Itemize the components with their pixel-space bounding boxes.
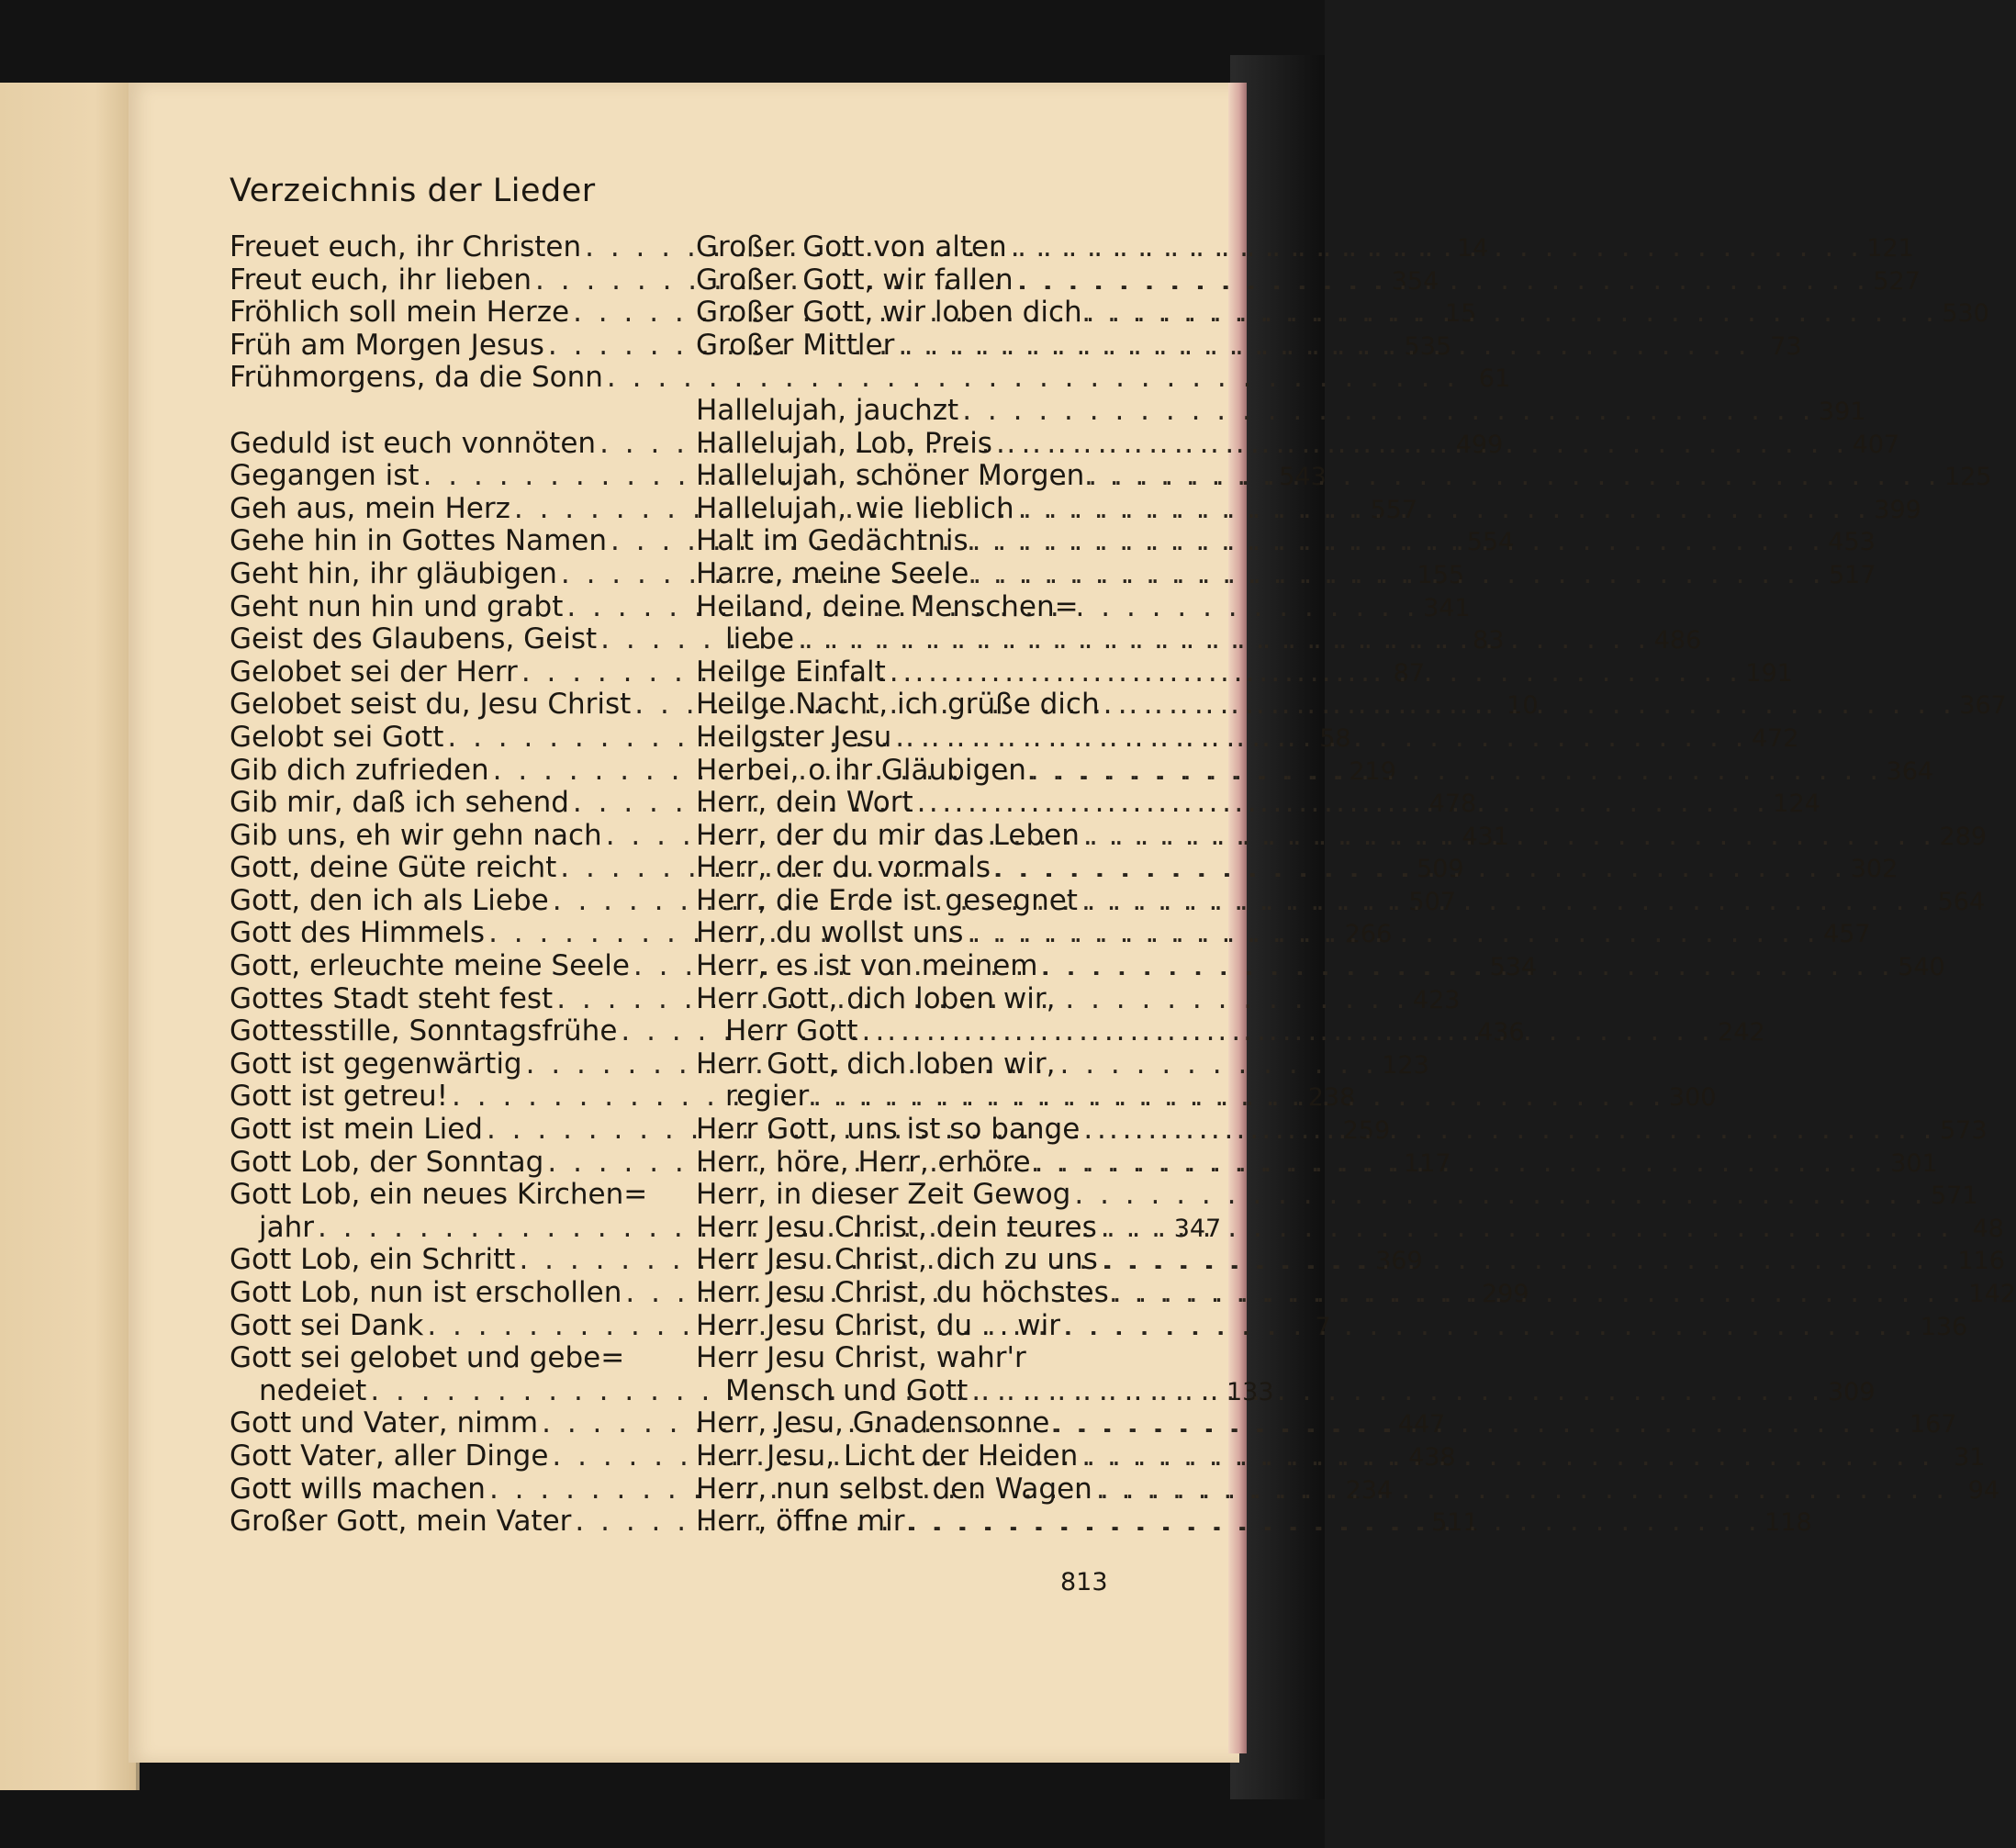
index-entry [696, 1048, 1109, 1081]
index-entry [696, 393, 1866, 428]
song-title: Gegangen ist [230, 459, 420, 493]
song-number: 571 [1931, 1182, 1978, 1211]
song-number: 15 [1444, 299, 1477, 329]
song-number: 453 [1828, 528, 1876, 557]
leader-dots [1031, 1147, 1890, 1180]
song-title: Freuet euch, ihr Christen [230, 230, 582, 263]
song-number: 354 [1391, 266, 1439, 296]
song-title: Halt im Gedächtnis [696, 524, 969, 558]
leader-dots [1014, 264, 1873, 297]
song-title: Gott ist gegenwärtig [230, 1047, 522, 1081]
song-title: Fröhlich soll mein Herze [230, 296, 570, 330]
leader-dots [1109, 1277, 1968, 1310]
song-title: Herr Jesu Christ, du höchstes [696, 1276, 1109, 1309]
song-number: 391 [1818, 397, 1866, 426]
leader-dots [1080, 1114, 1939, 1147]
song-title: Herr, der du mir das Leben [696, 818, 1080, 852]
song-number: 219 [1349, 756, 1396, 786]
song-title: Früh am Morgen Jesus [230, 328, 544, 362]
song-title: Herr Jesu Christ, wahr'r [696, 1341, 1026, 1375]
song-title: Gott des Himmels [230, 916, 486, 950]
song-number: 436 [1477, 1018, 1525, 1047]
song-number: 564 [1937, 887, 1986, 916]
song-number: 289 [1939, 822, 1988, 851]
song-number: 554 [1466, 528, 1515, 557]
song-number: 478 [1428, 790, 1477, 819]
song-title: Gott, den ich als Liebe [230, 883, 549, 917]
song-title: Herr Jesu, Licht der Heiden [696, 1439, 1079, 1473]
song-number: 7 [1315, 1312, 1331, 1341]
song-title: Herr Jesu Christ, dein teures [696, 1210, 1097, 1244]
song-number: 238 [1307, 1083, 1356, 1113]
song-title: Gott Lob, der Sonntag [230, 1145, 544, 1179]
song-number: 191 [1745, 658, 1793, 688]
song-title: liebe [725, 622, 795, 656]
song-number: 83 [1473, 626, 1505, 655]
song-title: Herr Jesu Christ, dich zu uns [696, 1243, 1098, 1277]
leader-dots [969, 525, 1828, 558]
leader-dots [1038, 950, 1898, 983]
song-title: Harre, meine Seele [696, 556, 969, 590]
song-number: 117 [1404, 1148, 1451, 1178]
facing-page-edge [0, 83, 140, 1790]
song-title: Frühmorgens, da die Sonn [230, 361, 603, 395]
index-entry [230, 361, 1511, 395]
index-entry [696, 1308, 1968, 1343]
leader-dots [1078, 885, 1937, 918]
song-title: Herr, Jesu, Gnadensonne [696, 1406, 1050, 1440]
song-title: Herr Gott, uns ist so bange [696, 1113, 1081, 1147]
leader-dots [1098, 1244, 1957, 1277]
song-number: 499 [1455, 430, 1504, 459]
song-number: 73 [1770, 331, 1802, 361]
song-number: 423 [1412, 985, 1461, 1014]
song-number: 48 [1972, 1214, 2004, 1243]
leader-dots [1097, 1212, 1956, 1245]
song-title: Hallelujah, jauchzt [696, 393, 959, 427]
leader-dots [894, 330, 1753, 363]
song-title: jahr [259, 1210, 315, 1244]
song-number: 167 [1909, 1410, 1957, 1439]
leader-dots [968, 1375, 1827, 1408]
index-entry [696, 362, 1109, 395]
index-entry [696, 1342, 1109, 1375]
song-number: 10 [1506, 691, 1539, 721]
song-number: 511 [1431, 1508, 1479, 1538]
song-number: 309 [1827, 1377, 1876, 1406]
index-entry [696, 591, 1109, 624]
song-title: Gott sei gelobet und gebe= [230, 1341, 625, 1375]
leader-dots [1070, 1179, 1930, 1212]
leader-dots [1082, 297, 1942, 330]
song-title: Herr Gott [725, 1014, 858, 1048]
song-title: Herr Gott, dich loben wir, [696, 981, 1056, 1015]
index-entry [230, 1342, 643, 1375]
song-number: 527 [1873, 266, 1921, 296]
song-number: 142 [1968, 1280, 2016, 1308]
song-title: Großer Mittler [696, 328, 895, 362]
song-title: Gott ist mein Lied [230, 1113, 483, 1147]
song-number: 234 [1345, 1475, 1394, 1505]
song-number: 438 [1408, 1442, 1456, 1472]
song-number: 457 [1823, 920, 1871, 949]
song-number: 124 [1773, 790, 1820, 819]
song-number: 517 [1829, 560, 1876, 589]
leader-dots [1084, 460, 1943, 493]
leader-dots [857, 1015, 1717, 1048]
song-number: 136 [1920, 1312, 1968, 1341]
song-number: 540 [1898, 953, 1945, 982]
song-number: 341 [1423, 593, 1471, 622]
song-title: Herr Gott, dich loben wir, [696, 1047, 1056, 1081]
song-title: Herr, dein Wort [696, 786, 913, 820]
song-title: Gott wills machen [230, 1472, 486, 1506]
song-number: 31 [1954, 1442, 1986, 1472]
song-title: Heiland, deine Menschen= [696, 589, 1079, 623]
index-entry [696, 983, 1109, 1016]
song-number: 94 [1967, 1475, 2000, 1505]
song-number: 486 [1653, 626, 1702, 655]
index-entry [696, 1178, 1978, 1212]
leader-dots [886, 656, 1745, 689]
leader-dots [794, 623, 1653, 656]
song-title: Herr, der du vormals [696, 851, 991, 885]
song-title: Herr, du wollst uns [696, 916, 964, 950]
song-number: 242 [1718, 1018, 1765, 1047]
song-number: 61 [1478, 364, 1511, 394]
index-entry [230, 1178, 648, 1212]
song-title: Gelobet seist du, Jesu Christ [230, 688, 632, 722]
song-title: Geist des Glaubens, Geist [230, 622, 598, 656]
song-title: Mensch und Gott [725, 1373, 969, 1407]
song-title: Geduld ist euch vonnöten [230, 426, 597, 460]
song-number: 302 [1850, 855, 1898, 884]
leader-dots [1007, 231, 1866, 264]
index-entry [230, 395, 643, 428]
song-title: Gott und Vater, nimm [230, 1406, 539, 1440]
song-number: 116 [1957, 1247, 2005, 1276]
song-title: Hallelujah, schöner Morgen [696, 459, 1085, 493]
song-title: Gott, deine Güte reicht [230, 851, 557, 885]
song-number: 369 [1375, 1247, 1423, 1276]
song-title: Herr, öffne mir [696, 1505, 905, 1539]
leader-dots [991, 852, 1850, 885]
song-number: 301 [1890, 1148, 1938, 1178]
page-heading: Verzeichnis der Lieder [230, 173, 596, 209]
song-title: Heilgster Jesu [696, 720, 892, 754]
song-number: 155 [1417, 560, 1465, 589]
song-title: Gott, erleuchte meine Seele [230, 949, 630, 983]
song-number: 121 [1866, 234, 1914, 263]
song-title: Gelobet sei der Herr [230, 655, 518, 689]
song-number: 530 [1942, 299, 1989, 329]
song-title: Gott Lob, ein neues Kirchen= [230, 1178, 648, 1212]
song-title: Gott Lob, nun ist erschollen [230, 1276, 622, 1309]
leader-dots [809, 1081, 1668, 1114]
song-number: 118 [1764, 1508, 1812, 1538]
song-number: 507 [1408, 887, 1456, 916]
song-title: Freut euch, ihr lieben [230, 263, 532, 297]
song-number: 535 [1404, 331, 1452, 361]
song-title: Gott ist getreu! [230, 1080, 449, 1114]
song-number: 573 [1939, 1116, 1988, 1146]
leader-dots [992, 428, 1852, 461]
song-number: 259 [1342, 1116, 1391, 1146]
leader-dots [905, 1506, 1764, 1539]
song-number: 14 [1456, 234, 1489, 263]
song-number: 266 [1344, 920, 1393, 949]
song-title: Gottesstille, Sonntagsfrühe [230, 1014, 618, 1048]
song-title: Gott Vater, aller Dinge [230, 1439, 549, 1473]
song-number: 125 [1943, 463, 1992, 492]
song-number: 87 [1393, 658, 1426, 688]
leader-dots [891, 722, 1751, 755]
song-title: Heilge Nacht, ich grüße dich [696, 688, 1100, 722]
song-number: 543 [1279, 463, 1327, 492]
leader-dots [1060, 1310, 1920, 1343]
song-title: Herr, nun selbst den Wagen [696, 1472, 1092, 1506]
song-title: Gottes Stadt steht fest [230, 981, 554, 1015]
song-number: 133 [1226, 1377, 1274, 1406]
song-number: 299 [1482, 1280, 1529, 1308]
leader-dots [1026, 755, 1886, 788]
song-number: 347 [1173, 1214, 1222, 1243]
song-title: Gelobt sei Gott [230, 720, 444, 754]
leader-dots [1049, 1407, 1909, 1440]
song-title: Heilge Einfalt [696, 655, 886, 689]
page-number: 813 [1060, 1568, 1108, 1596]
song-number: 58 [1319, 723, 1351, 753]
song-title: Gib uns, eh wir gehn nach [230, 818, 602, 852]
song-title: Herbei, o ihr Gläubigen [696, 753, 1026, 787]
song-number: 123 [1382, 1050, 1429, 1080]
song-number: 367 [1959, 691, 2007, 721]
leader-dots [1078, 1440, 1937, 1473]
song-number: 300 [1668, 1083, 1717, 1113]
song-title: Großer Gott von alten [696, 230, 1007, 263]
song-number: 399 [1874, 495, 1921, 524]
song-number: 447 [1397, 1410, 1446, 1439]
song-title: Gehe hin in Gottes Namen [230, 524, 608, 558]
song-number: 509 [1416, 855, 1464, 884]
song-title: Großer Gott, wir loben dich [696, 296, 1082, 330]
song-number: 364 [1886, 756, 1934, 786]
leader-dots [1080, 820, 1939, 853]
leader-dots [1100, 689, 1959, 722]
leader-dots [969, 558, 1828, 591]
song-title: Herr, in dieser Zeit Gewog [696, 1178, 1071, 1212]
song-title: Gott Lob, ein Schritt [230, 1243, 516, 1277]
song-number: 534 [1489, 953, 1538, 982]
song-number: 472 [1751, 723, 1799, 753]
song-title: Gib mir, daß ich sehend [230, 786, 569, 820]
song-title: Herr Jesu Christ, du . . wir [696, 1308, 1061, 1342]
song-title: Herr, die Erde ist gesegnet [696, 883, 1078, 917]
song-title: Gott sei Dank [230, 1308, 424, 1342]
song-title: Geh aus, mein Herz [230, 491, 510, 525]
leader-dots [913, 787, 1773, 820]
song-title: Großer Gott, mein Vater [230, 1505, 572, 1539]
song-number: 431 [1462, 822, 1509, 851]
song-number: 407 [1852, 430, 1900, 459]
song-number: 557 [1370, 495, 1418, 524]
leader-dots [958, 395, 1818, 428]
song-title: Hallelujah, Lob, Preis [696, 426, 992, 460]
song-title: Herr, es ist von meinem [696, 949, 1038, 983]
song-title: Großer Gott, wir fallen [696, 263, 1014, 297]
song-title: Hallelujah, wie lieblich [696, 491, 1014, 525]
leader-dots [963, 917, 1822, 950]
song-title: Geht hin, ihr gläubigen [230, 556, 557, 590]
song-title: Gib dich zufrieden [230, 753, 489, 787]
leader-dots [1092, 1473, 1952, 1506]
song-title: Herr, höre, Herr, erhöre [696, 1145, 1031, 1179]
leader-dots [1014, 493, 1874, 526]
song-title: regier [725, 1080, 810, 1114]
song-title: Geht nun hin und grabt [230, 589, 564, 623]
song-title: nedeiet [259, 1373, 367, 1407]
